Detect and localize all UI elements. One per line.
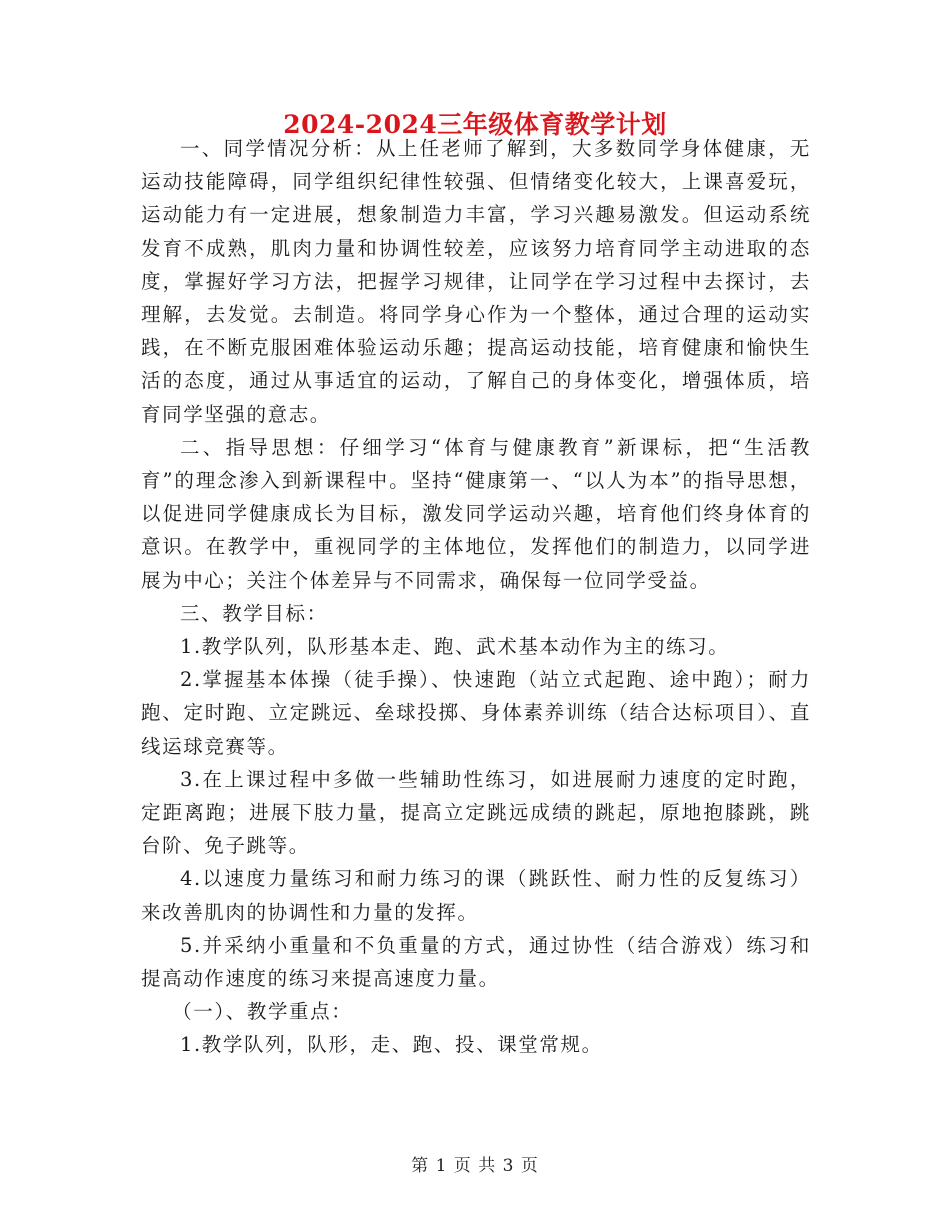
document-title: 2024-2024三年级体育教学计划 [283, 110, 667, 139]
paragraph-goal-2: 2.掌握基本体操（徒手操）、快速跑（站立式起跑、途中跑）；耐力跑、定时跑、立定跳远、垒球投掷、身体素养训练（结合达标项目）、直线运球竞赛等。 [141, 668, 811, 758]
paragraph-guiding-ideology: 二、指导思想：仔细学习“体育与健康教育”新课标，把“生活教育”的理念渗入到新课程中。坚持“健康第一、“以人为本”的指导思想，以促进同学健康成长为目标，激发同学运动兴趣，培育他们终身体育的意识。在教学中，重视同学的主体地位，发挥他们的制造力，以同学进展为中心；关注个体差异与不同需求，确保每一位同学受益。 [141, 435, 811, 592]
paragraph-goal-5: 5.并采纳小重量和不负重量的方式，通过协性（结合游戏）练习和提高动作速度的练习来提高速度力量。 [141, 933, 811, 991]
paragraph-focus-1: 1.教学队列，队形，走、跑、投、课堂常规。 [180, 1033, 603, 1057]
paragraph-goal-3: 3.在上课过程中多做一些辅助性练习，如进展耐力速度的定时跑，定距离跑；进展下肢力量，提高立定跳远成绩的跳起，原地抱膝跳，跳台阶、免子跳等。 [141, 767, 811, 858]
paragraph-goal-1: 1.教学队列，队形基本走、跑、武术基本动作为主的练习。 [180, 635, 730, 659]
paragraph-teaching-focus-heading: （一）、教学重点： [172, 1000, 353, 1024]
paragraph-goal-4: 4.以速度力量练习和耐力练习的课（跳跃性、耐力性的反复练习）来改善肌肉的协调性和力量的发挥。 [141, 867, 811, 924]
page-footer: 第 1 页 共 3 页 [411, 1156, 539, 1176]
paragraph-student-analysis: 一、同学情况分析：从上任老师了解到，大多数同学身体健康，无运动技能障碍，同学组织纪律性较强、但情绪变化较大，上课喜爱玩，运动能力有一定进展，想象制造力丰富，学习兴趣易激发。但运动系统发育不成熟，肌肉力量和协调性较差，应该努力培育同学主动进取的态度，掌握好学习方法，把握学习规律，让同学在学习过程中去探讨，去理解，去发觉。去制造。将同学身心作为一个整体，通过合理的运动实践，在不断克服困难体验运动乐趣；提高运动技能，培育健康和愉快生活的态度，通过从事适宜的运动，了解自己的身体变化，增强体质，培育同学坚强的意志。 [141, 137, 811, 426]
paragraph-teaching-goals-heading: 三、教学目标： [180, 601, 328, 625]
document-body [141, 132, 811, 1062]
